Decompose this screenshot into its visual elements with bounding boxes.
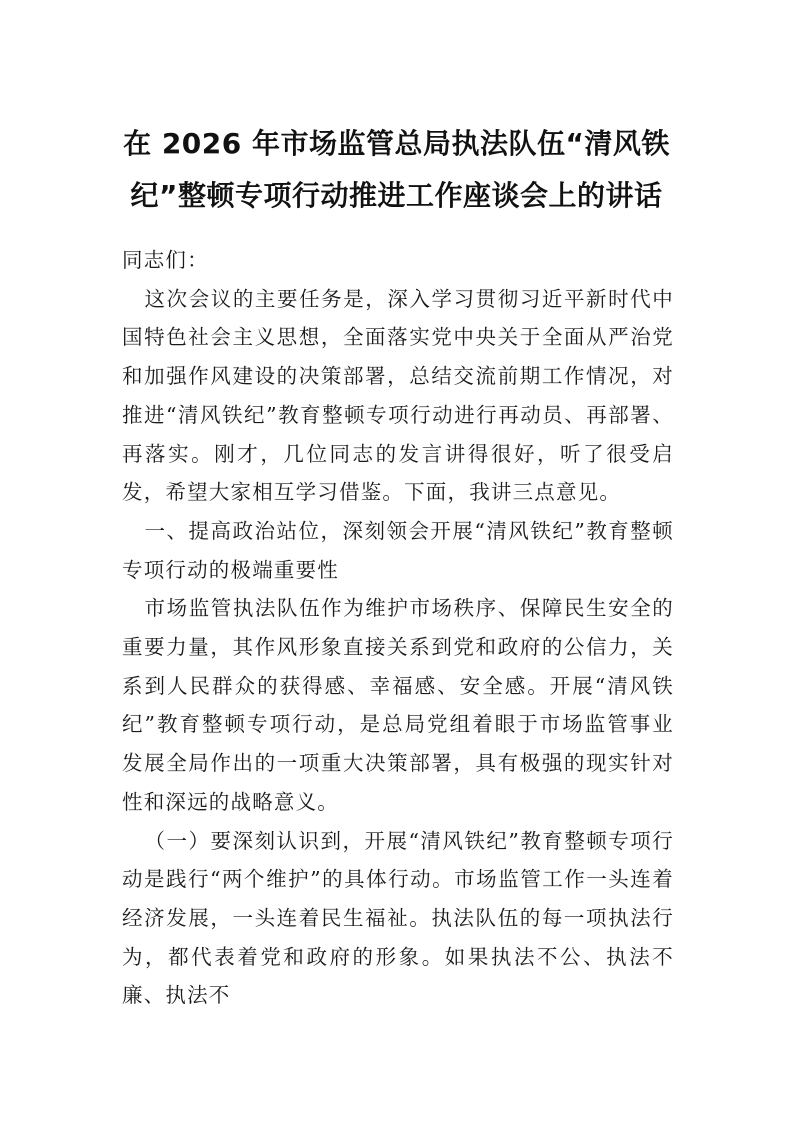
paragraph-intro: 这次会议的主要任务是，深入学习贯彻习近平新时代中国特色社会主义思想，全面落实党中央关于全面从严治党和加强作风建设的决策部署，总结交流前期工作情况，对推进“清风铁纪”教育整顿专项行动进行再动员、再部署、再落实。刚才，几位同志的发言讲得很好，听了很受启发，希望大家相互学习借鉴。下面，我讲三点意见。 — [122, 286, 674, 505]
section-heading-1: 一、提高政治站位，深刻领会开展“清风铁纪”教育整顿专项行动的极端重要性 — [122, 518, 674, 582]
document-title: 在 2026 年市场监管总局执法队伍“清风铁纪”整顿专项行动推进工作座谈会上的讲话 — [123, 127, 670, 212]
salutation: 同志们： — [122, 248, 209, 272]
paragraph-section-1: 市场监管执法队伍作为维护市场秩序、保障民生安全的重要力量，其作风形象直接关系到党和政府的公信力，关系到人民群众的获得感、幸福感、安全感。开展“清风铁纪”教育整顿专项行动，是总局党组着眼于市场监管事业发展全局作出的一项重大决策部署，具有极强的现实针对性和深远的战略意义。 — [122, 596, 674, 814]
paragraph-subsection-1: （一）要深刻认识到，开展“清风铁纪”教育整顿专项行动是践行“两个维护”的具体行动。市场监管工作一头连着经济发展，一头连着民生福祉。执法队伍的每一项执法行为，都代表着党和政府的形象。如果执法不公、执法不廉、执法不 — [122, 828, 674, 1008]
document-body — [122, 241, 674, 1015]
